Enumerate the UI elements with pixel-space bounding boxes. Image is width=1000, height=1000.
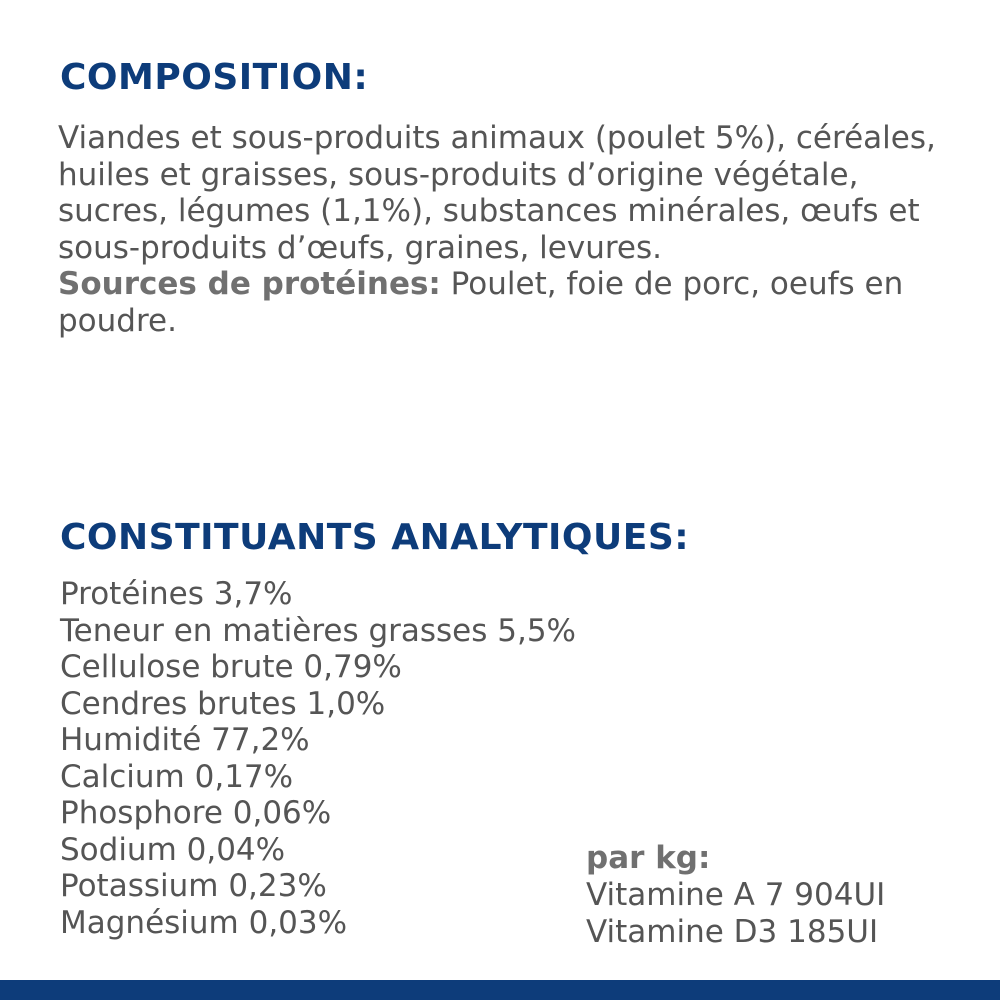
footer-bar xyxy=(0,980,1000,1000)
analytics-item-proteins: Protéines 3,7% xyxy=(60,576,293,612)
composition-heading: COMPOSITION: xyxy=(60,57,369,98)
analytics-item-potassium: Potassium 0,23% xyxy=(60,868,327,904)
analytics-item-fibre: Cellulose brute 0,79% xyxy=(60,649,402,685)
per-kg-title: par kg: xyxy=(586,840,711,876)
vitamin-d3: Vitamine D3 185UI xyxy=(586,914,879,950)
analytics-item-fat: Teneur en matières grasses 5,5% xyxy=(60,612,577,649)
analytics-item-calcium: Calcium 0,17% xyxy=(60,758,294,795)
protein-sources-text: Poulet, foie de porc, oeufs en poudre. xyxy=(58,266,904,339)
per-kg-block xyxy=(586,840,885,951)
analytics-heading: CONSTITUANTS ANALYTIQUES: xyxy=(60,517,690,558)
composition-text xyxy=(58,120,968,339)
composition-ingredients: Viandes et sous-produits animaux (poulet 5%), céréales, huiles et graisses, sous-produits d’origine végétale, sucres, légumes (1,1%), substances minérales, œufs et sous-produits d’œufs, graines, levures. xyxy=(58,120,936,266)
vitamin-a: Vitamine A 7 904UI xyxy=(586,877,886,913)
analytics-item-ash: Cendres brutes 1,0% xyxy=(60,685,386,722)
analytics-item-phosphorus: Phosphore 0,06% xyxy=(60,795,332,831)
analytics-item-moisture: Humidité 77,2% xyxy=(60,722,310,758)
analytics-item-magnesium: Magnésium 0,03% xyxy=(60,904,348,941)
analytics-item-sodium: Sodium 0,04% xyxy=(60,831,286,868)
protein-sources-label: Sources de protéines: xyxy=(58,266,441,302)
protein-sources xyxy=(58,266,968,339)
analytics-list xyxy=(60,576,576,941)
